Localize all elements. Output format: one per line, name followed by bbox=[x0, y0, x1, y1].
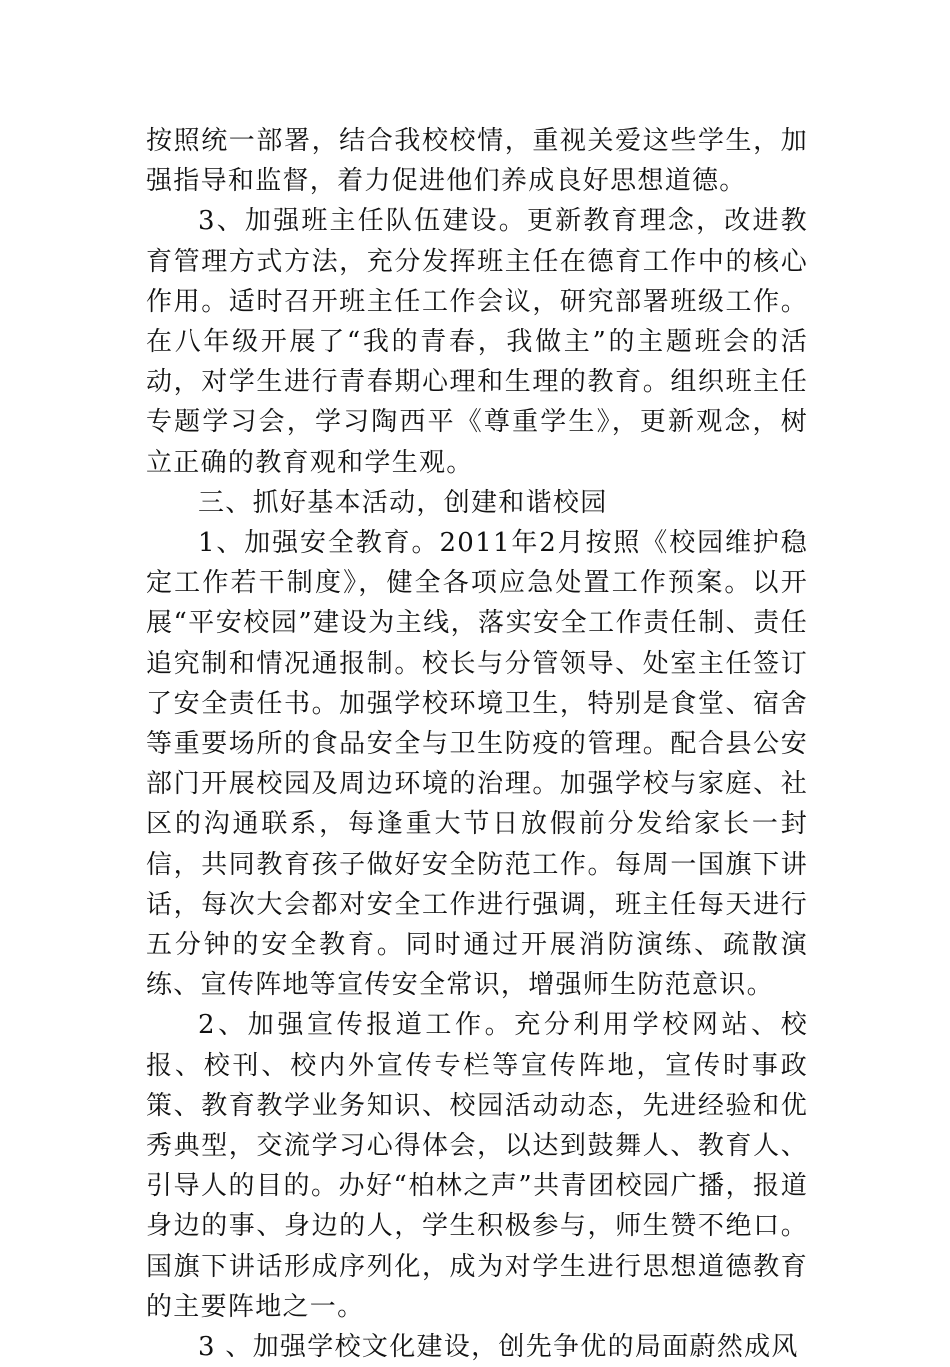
section-heading: 三、抓好基本活动，创建和谐校园 bbox=[198, 487, 608, 518]
paragraph-continuation: 按照统一部署，结合我校校情，重视关爱这些学生，加强指导和监督，着力促进他们养成良好思想道德。 bbox=[146, 126, 808, 197]
document-body bbox=[146, 121, 808, 1367]
paragraph-publicity: 2、加强宣传报道工作。充分利用学校网站、校报、校刊、校内外宣传专栏等宣传阵地，宣传时事政策、教育教学业务知识、校园活动动态，先进经验和优秀典型，交流学习心得体会，以达到鼓舞人、教育人、引导人的目的。办好“柏林之声”共青团校园广播，报道身边的事、身边的人，学生积极参与，师生赞不绝口。国旗下讲话形成序列化，成为对学生进行思想道德教育的主要阵地之一。 bbox=[146, 1010, 808, 1322]
paragraph-class-teacher: 3、加强班主任队伍建设。更新教育理念，改进教育管理方式方法，充分发挥班主任在德育工作中的核心作用。适时召开班主任工作会议，研究部署班级工作。在八年级开展了“我的青春，我做主”的主题班会的活动，对学生进行青春期心理和生理的教育。组织班主任专题学习会，学习陶西平《尊重学生》，更新观念，树立正确的教育观和学生观。 bbox=[146, 206, 808, 478]
paragraph-safety-education: 1、加强安全教育。2011年2月按照《校园维护稳定工作若干制度》，健全各项应急处置工作预案。以开展“平安校园”建设为主线，落实安全工作责任制、责任追究制和情况通报制。校长与分管领导、处室主任签订了安全责任书。加强学校环境卫生，特别是食堂、宿舍等重要场所的食品安全与卫生防疫的管理。配合县公安部门开展校园及周边环境的治理。加强学校与家庭、社区的沟通联系，每逢重大节日放假前分发给家长一封信，共同教育孩子做好安全防范工作。每周一国旗下讲话，每次大会都对安全工作进行强调，班主任每天进行五分钟的安全教育。同时通过开展消防演练、疏散演练、宣传阵地等宣传安全常识，增强师生防范意识。 bbox=[146, 528, 808, 1001]
paragraph-school-culture: 3 、加强学校文化建设，创先争优的局面蔚然成风 bbox=[198, 1332, 799, 1363]
